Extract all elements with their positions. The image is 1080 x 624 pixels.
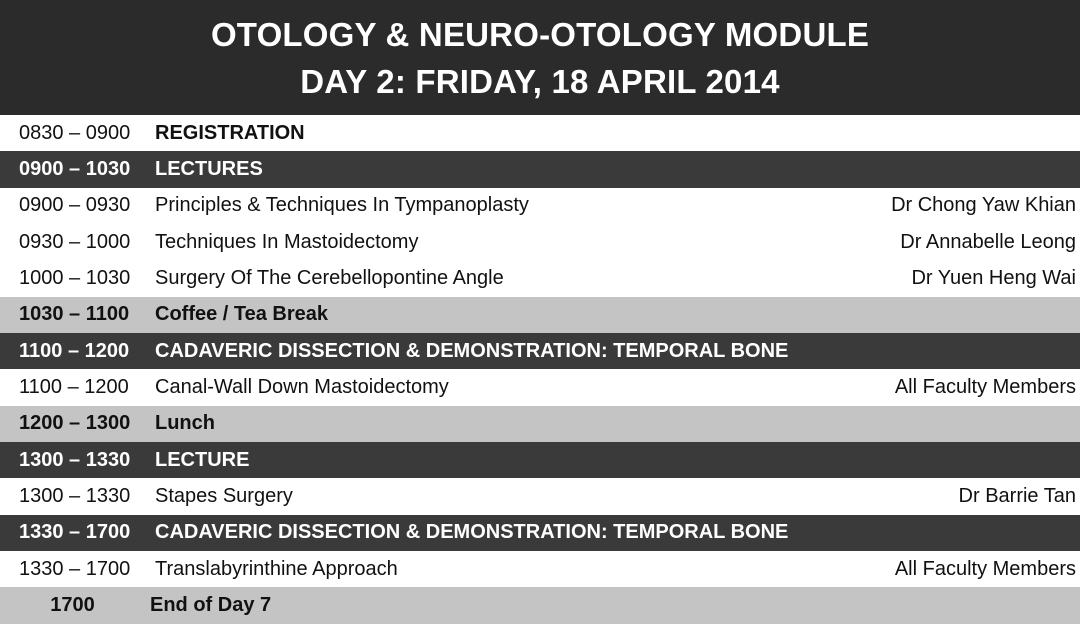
row-time: 1700 xyxy=(50,594,95,617)
row-title: REGISTRATION xyxy=(155,121,305,144)
row-time: 1100 – 1200 xyxy=(19,376,129,399)
schedule-row xyxy=(0,224,1080,260)
row-speaker: Dr Barrie Tan xyxy=(958,485,1076,508)
row-title: Surgery Of The Cerebellopontine Angle xyxy=(155,267,504,290)
row-title: Canal-Wall Down Mastoidectomy xyxy=(155,376,449,399)
row-time: 1330 – 1700 xyxy=(19,521,131,544)
row-title: Techniques In Mastoidectomy xyxy=(155,230,419,253)
section-row-dissection xyxy=(0,515,1080,551)
row-title: CADAVERIC DISSECTION & DEMONSTRATION: TEMPORAL BONE xyxy=(155,339,789,362)
row-time: 0930 – 1000 xyxy=(19,230,131,253)
row-speaker: Dr Annabelle Leong xyxy=(900,230,1076,253)
row-time: 1100 – 1200 xyxy=(19,339,130,362)
row-time: 0830 – 0900 xyxy=(19,121,131,144)
schedule-header xyxy=(0,0,1080,115)
row-title: Translabyrinthine Approach xyxy=(155,557,398,580)
row-speaker: All Faculty Members xyxy=(894,376,1076,399)
row-time: 1000 – 1030 xyxy=(19,267,131,290)
module-title: OTOLOGY & NEURO-OTOLOGY MODULE xyxy=(210,15,870,53)
row-time: 0900 – 0930 xyxy=(19,194,131,217)
row-time: 1200 – 1300 xyxy=(19,412,131,435)
row-time: 1330 – 1700 xyxy=(19,557,131,580)
schedule-row xyxy=(0,369,1080,405)
row-time: 1030 – 1100 xyxy=(19,303,130,326)
schedule-row xyxy=(0,478,1080,514)
row-title: Lunch xyxy=(155,412,215,435)
row-title: Coffee / Tea Break xyxy=(155,303,329,326)
break-row-coffee xyxy=(0,297,1080,333)
row-speaker: Dr Chong Yaw Khian xyxy=(891,194,1076,217)
row-title: Principles & Techniques In Tympanoplasty xyxy=(155,194,529,217)
row-speaker: All Faculty Members xyxy=(894,557,1076,580)
schedule-row xyxy=(0,551,1080,587)
row-title: Stapes Surgery xyxy=(155,485,293,508)
row-title: LECTURES xyxy=(155,158,263,181)
schedule-row xyxy=(0,188,1080,224)
section-row-dissection xyxy=(0,333,1080,369)
row-title: LECTURE xyxy=(155,448,250,471)
row-title: End of Day 7 xyxy=(150,594,272,617)
row-speaker: Dr Yuen Heng Wai xyxy=(911,267,1076,290)
schedule-table xyxy=(0,115,1080,624)
row-time: 0900 – 1030 xyxy=(19,158,131,181)
schedule-row xyxy=(0,260,1080,296)
section-row-lectures xyxy=(0,151,1080,187)
row-title: CADAVERIC DISSECTION & DEMONSTRATION: TEMPORAL BONE xyxy=(155,521,789,544)
section-row-lecture xyxy=(0,442,1080,478)
row-time: 1300 – 1330 xyxy=(19,448,131,471)
day-title: DAY 2: FRIDAY, 18 APRIL 2014 xyxy=(300,62,780,100)
schedule-row-registration xyxy=(0,115,1080,151)
row-time: 1300 – 1330 xyxy=(19,485,131,508)
break-row-lunch xyxy=(0,406,1080,442)
end-of-day-row xyxy=(0,587,1080,623)
